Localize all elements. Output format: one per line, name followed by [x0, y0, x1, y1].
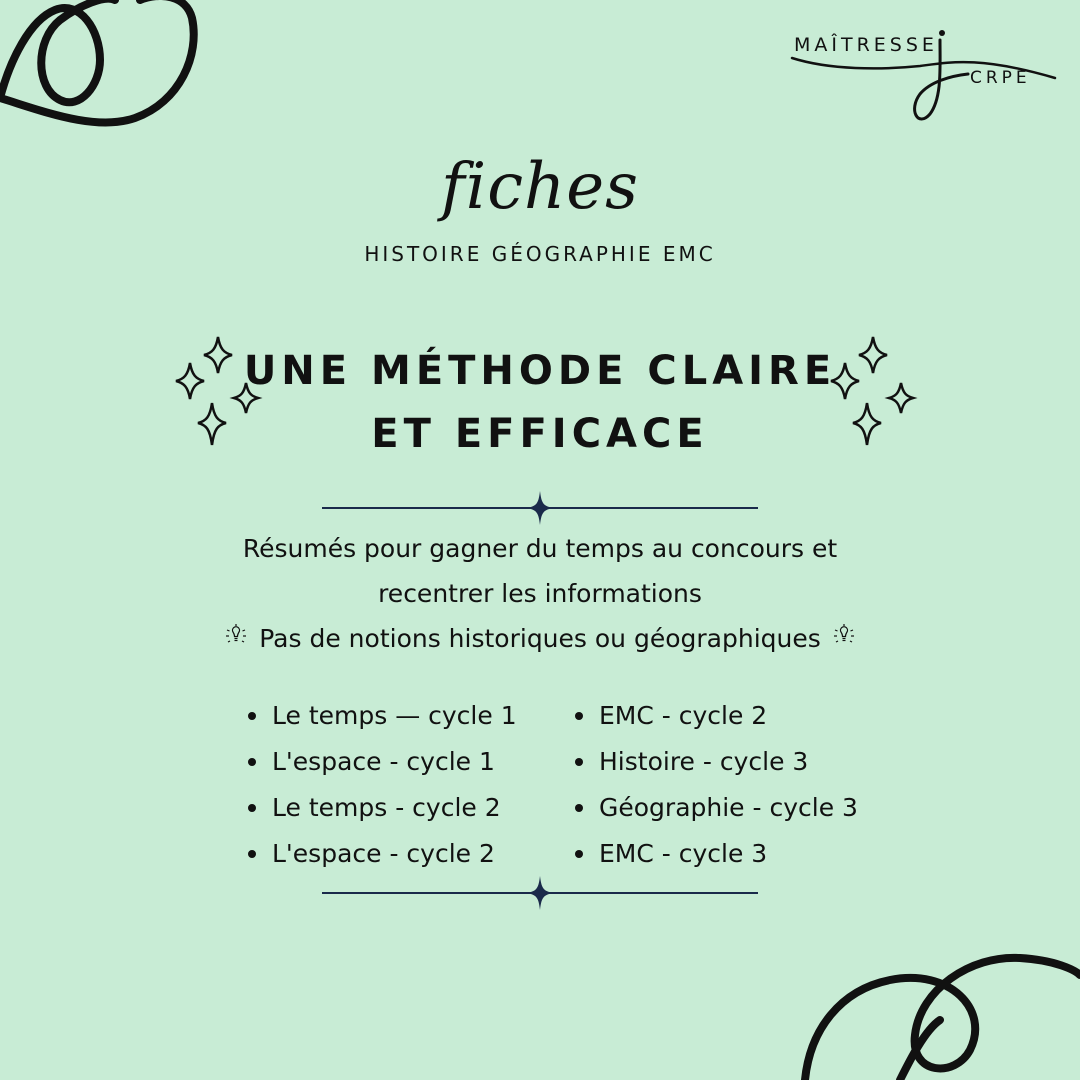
headline [0, 340, 1080, 466]
star-icon [526, 491, 554, 525]
star-icon [526, 876, 554, 910]
brand-logo [790, 28, 1060, 128]
description-line-3 [0, 616, 1080, 661]
list-item [575, 739, 858, 785]
logo-text-maitresse: MAÎTRESSE [794, 34, 938, 56]
logo-text-crpe: CRPE [970, 68, 1031, 88]
swirl-decoration-bottom-right [800, 950, 1080, 1080]
list-item-label: Histoire - cycle 3 [599, 747, 809, 776]
headline-line-2: ET EFFICACE [371, 411, 709, 457]
divider-bottom [322, 876, 758, 910]
bullet-icon [575, 758, 583, 766]
list-item [575, 693, 858, 739]
lightbulb-icon [829, 623, 859, 653]
list-item-label: Géographie - cycle 3 [599, 793, 858, 822]
bullet-icon [248, 804, 256, 812]
list-item [248, 831, 517, 877]
swirl-decoration-top-left [0, 0, 210, 140]
lightbulb-icon [221, 623, 251, 653]
list-item-label: L'espace - cycle 2 [272, 839, 495, 868]
description-line-2: recentrer les informations [378, 579, 702, 608]
list-item [575, 785, 858, 831]
list-item-label: Le temps - cycle 2 [272, 793, 501, 822]
page-title: fiches [441, 150, 639, 224]
page-subtitle: HISTOIRE GÉOGRAPHIE EMC [364, 242, 716, 266]
bullet-icon [575, 850, 583, 858]
list-right [575, 693, 858, 877]
description-line-1: Résumés pour gagner du temps au concours et [242, 534, 838, 563]
divider-top [322, 491, 758, 525]
list-item-label: EMC - cycle 3 [599, 839, 768, 868]
description-line-3-text: Pas de notions historiques ou géographiques [259, 624, 821, 653]
list-item [575, 831, 858, 877]
bullet-icon [248, 712, 256, 720]
list-item-label: L'espace - cycle 1 [272, 747, 495, 776]
bullet-icon [575, 712, 583, 720]
bullet-icon [575, 804, 583, 812]
list-left [248, 693, 517, 877]
list-item [248, 785, 517, 831]
bullet-icon [248, 758, 256, 766]
list-item [248, 693, 517, 739]
list-item-label: EMC - cycle 2 [599, 701, 768, 730]
headline-line-1: UNE MÉTHODE CLAIRE [243, 348, 837, 394]
bullet-icon [248, 850, 256, 858]
list-item-label: Le temps — cycle 1 [272, 701, 517, 730]
list-item [248, 739, 517, 785]
description [0, 526, 1080, 661]
